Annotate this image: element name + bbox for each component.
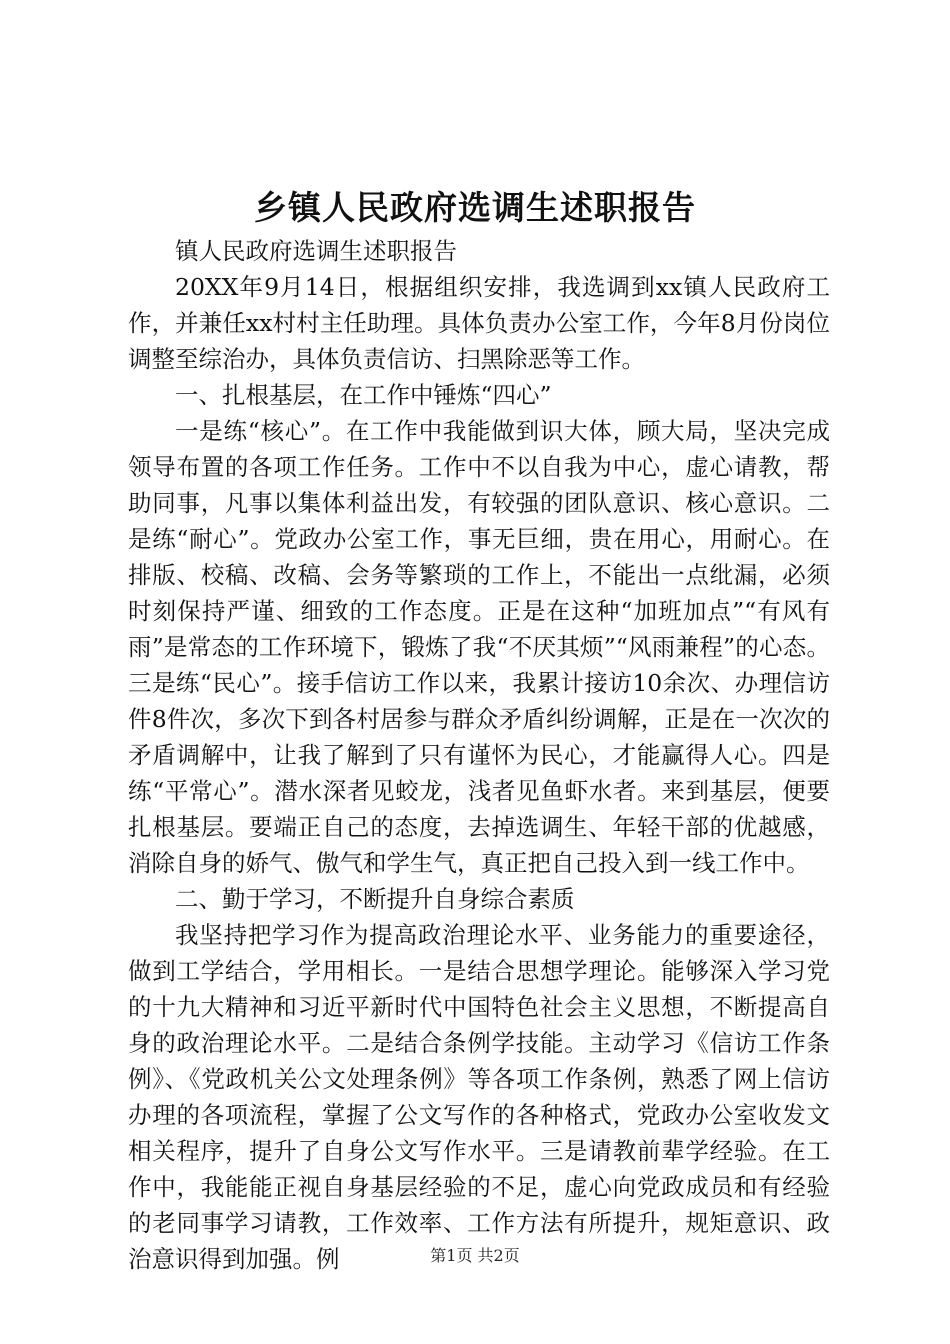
section-heading-2: 二、勤于学习，不断提升自身综合素质 [175,885,575,913]
paragraph-section-1: 一是练“核心”。在工作中我能做到识大体，顾大局，坚决完成领导布置的各项工作任务。工作中不以自我为中心，虚心请教，帮助同事，凡事以集体利益出发，有较强的团队意识、核心意识。二是练“耐心”。党政办公室工作，事无巨细，贵在用心，用耐心。在排版、校稿、改稿、会务等繁琐的工作上，不能出一点纰漏，必须时刻保持严谨、细致的工作态度。正是在这种“加班加点”“有风有雨”是常态的工作环境下，锻炼了我“不厌其烦”“风雨兼程”的心态。三是练“民心”。接手信访工作以来，我累计接访10余次、办理信访件8件次，多次下到各村居参与群众矛盾纠纷调解，正是在一次次的矛盾调解中，让我了解到了只有谨怀为民心，才能赢得人心。四是练“平常心”。潜水深者见蛟龙，浅者见鱼虾水者。来到基层，便要扎根基层。要端正自己的态度，去掉选调生、年轻干部的优越感，消除自身的娇气、傲气和学生气，真正把自己投入到一线工作中。 [128,417,830,877]
page-footer: 第1页 共2页 [430,1246,520,1265]
document-body [128,233,830,1277]
paragraph-intro: 20XX年9月14日，根据组织安排，我选调到xx镇人民政府工作，并兼任xx村村主任助理。具体负责办公室工作，今年8月份岗位调整至综治办，具体负责信访、扫黑除恶等工作。 [128,273,830,373]
document-title: 乡镇人民政府选调生述职报告 [254,188,696,227]
section-heading-1: 一、扎根基层，在工作中锤炼“四心” [175,381,552,409]
paragraph-section-2: 我坚持把学习作为提高政治理论水平、业务能力的重要途径，做到工学结合，学用相长。一是结合思想学理论。能够深入学习党的十九大精神和习近平新时代中国特色社会主义思想，不断提高自身的政治理论水平。二是结合条例学技能。主动学习《信访工作条例》、《党政机关公文处理条例》等各项工作条例，熟悉了网上信访办理的各项流程，掌握了公文写作的各种格式，党政办公室收发文相关程序，提升了自身公文写作水平。三是请教前辈学经验。在工作中，我能能正视自身基层经验的不足，虚心向党政成员和有经验的老同事学习请教，工作效率、工作方法有所提升，规矩意识、政治意识得到加强。例 [128,921,830,1273]
paragraph-subtitle: 镇人民政府选调生述职报告 [175,237,457,265]
